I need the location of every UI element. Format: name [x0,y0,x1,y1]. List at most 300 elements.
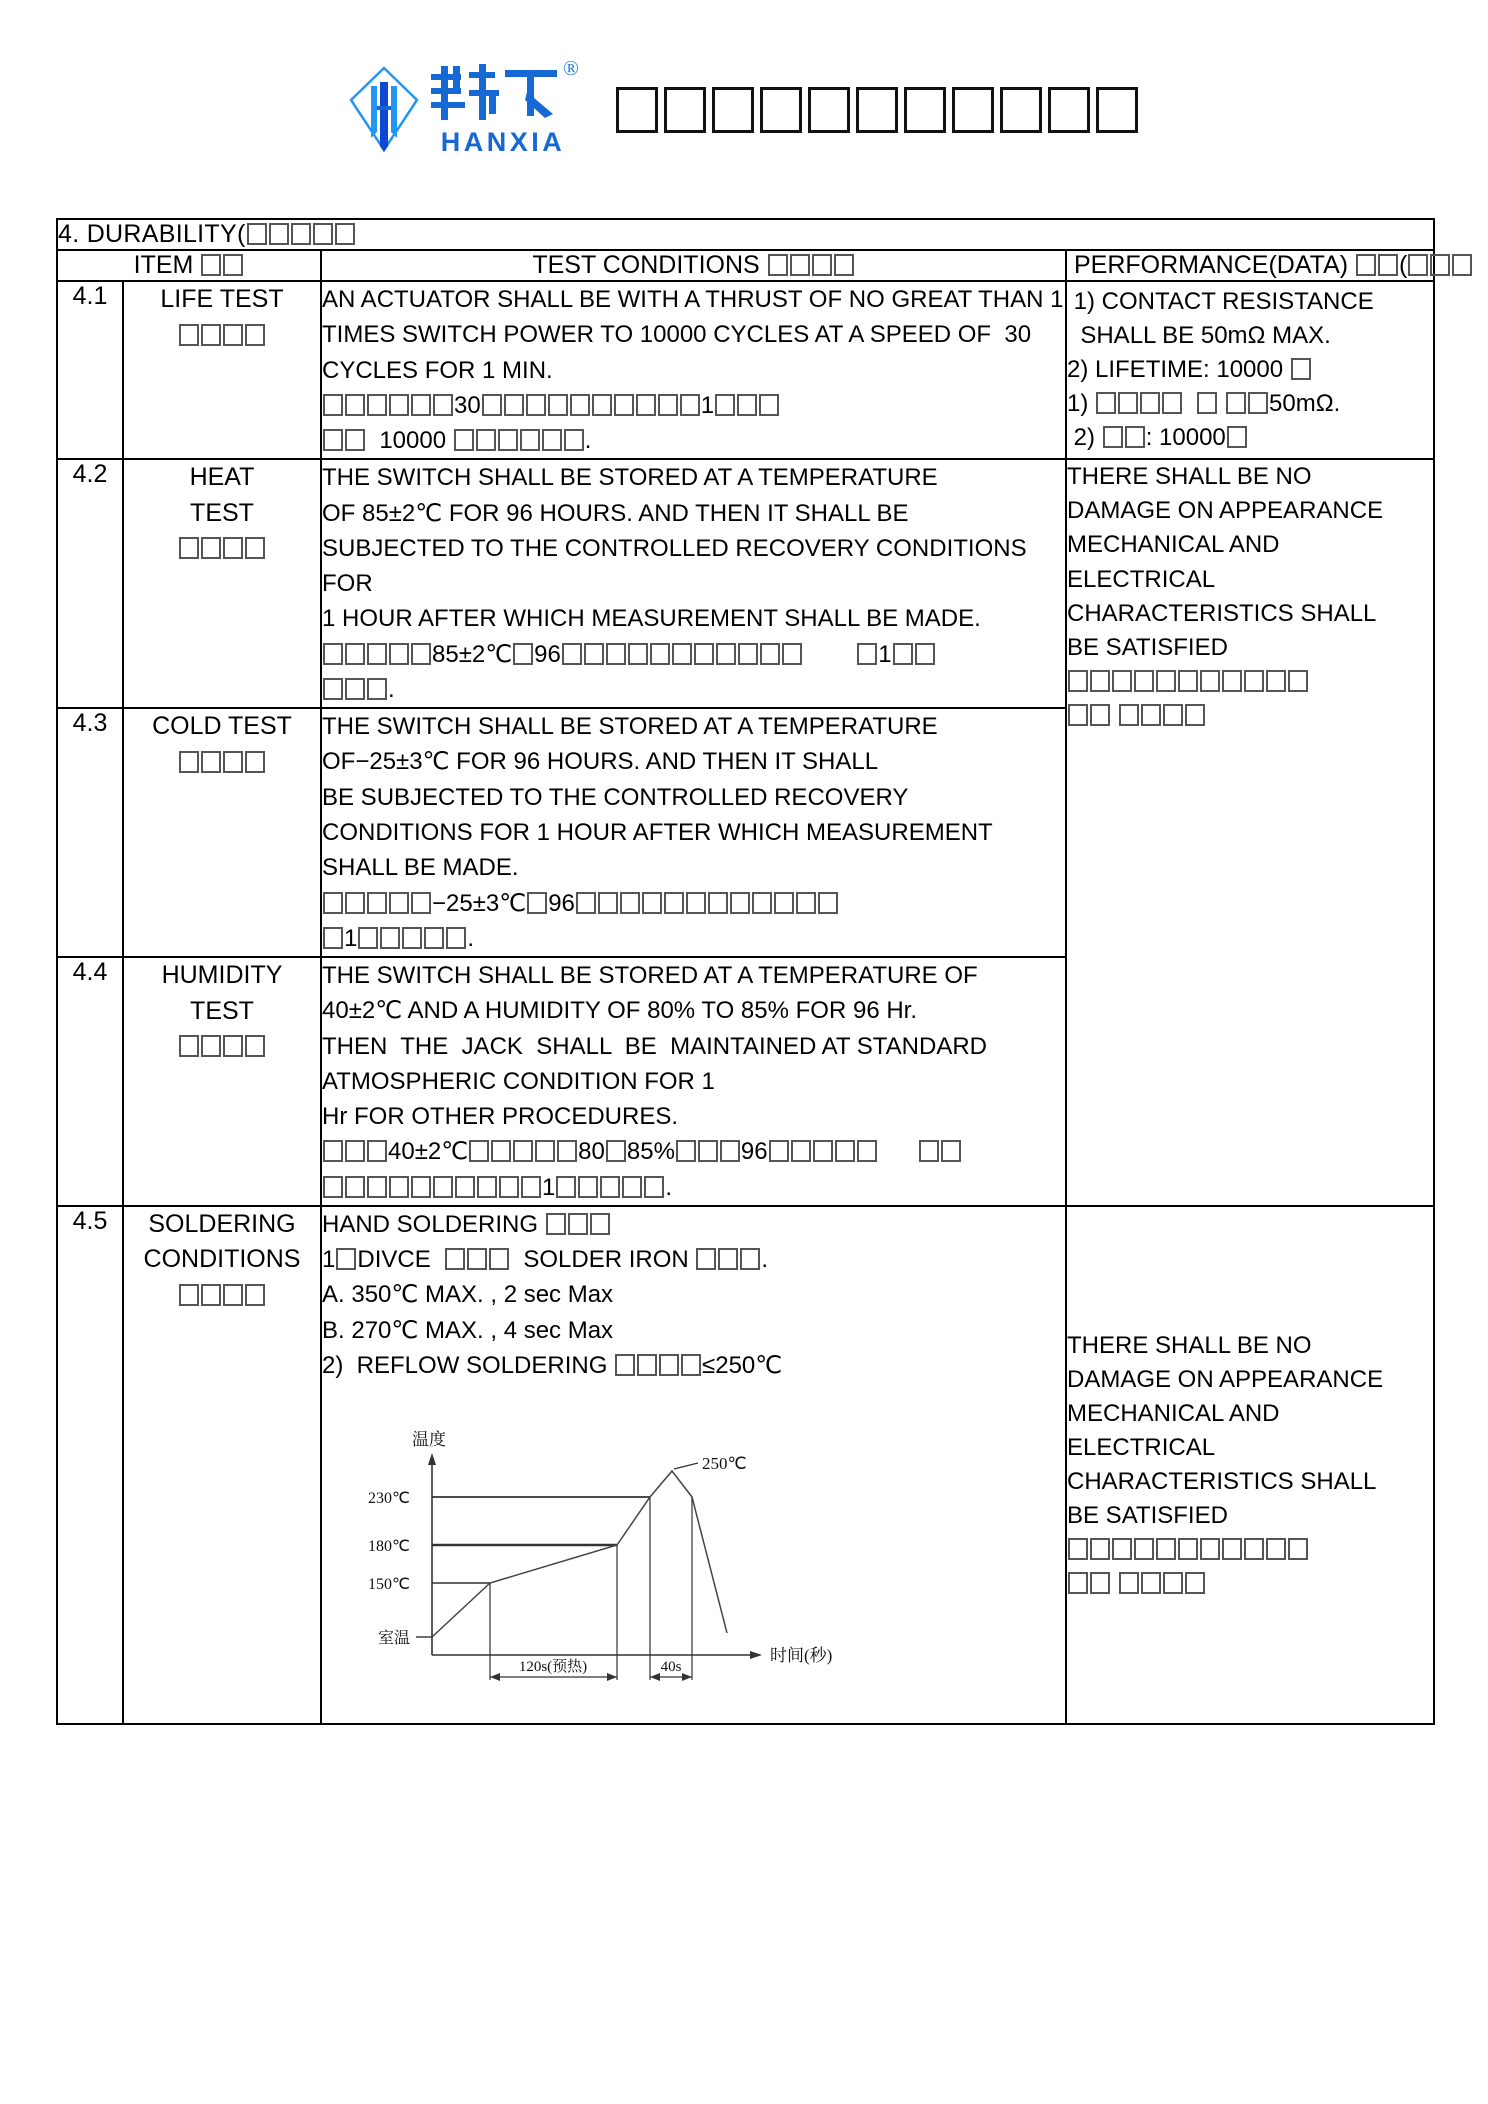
text-line: HEAT [189,463,255,492]
text-line: SOLDERING [148,1209,296,1238]
logo-wordmark [427,56,579,157]
row-conditions-4-3 [321,708,1066,957]
missing-glyph-box [812,254,832,276]
missing-glyph-box [1125,426,1145,448]
text-line: 30 1 [322,388,1065,423]
missing-glyph-box [818,892,838,914]
missing-glyph-box [708,892,728,914]
text-line: OF 85±2℃ FOR 96 HOURS. AND THEN IT SHALL BE [322,499,909,527]
missing-glyph-box [513,643,533,665]
missing-glyph-box [389,394,409,416]
missing-glyph-box [650,643,670,665]
missing-glyph-box [1068,1538,1088,1560]
logo-latin-text: HANXIA [440,127,566,157]
text-line: 2) : 10000 [1067,421,1433,455]
row-item-4-5 [123,1206,321,1724]
missing-glyph-box [411,892,431,914]
missing-glyph-box [548,394,568,416]
missing-glyph-box [433,394,453,416]
missing-glyph-box [367,678,387,700]
row-number-4-1: 4.1 [57,281,123,459]
missing-glyph-box [718,1248,738,1270]
missing-glyph-box [1141,1572,1161,1594]
missing-glyph-box [622,1176,642,1198]
missing-glyph-box [562,643,582,665]
text-line: A. 350℃ MAX. , 2 sec Max [322,1281,614,1309]
text-line: 2) REFLOW SOLDERING ≤250℃ [322,1351,783,1379]
missing-glyph-box [698,1140,718,1162]
chart-span-peak: 40s [660,1659,682,1676]
missing-glyph-box [1200,1538,1220,1560]
missing-glyph-box [1103,426,1123,448]
row-item-4-4 [123,957,321,1206]
soldering-text-block [322,1207,1065,1383]
missing-glyph-box [411,1176,431,1198]
text-line: THE SWITCH SHALL BE STORED AT A TEMPERATURE [322,464,938,492]
missing-glyph-box [491,1140,511,1162]
row-item-4-1 [123,281,321,459]
text-line: CONDITIONS FOR 1 HOUR AFTER WHICH MEASUREMENT [322,818,993,846]
missing-glyph-box [1266,1538,1286,1560]
text-line [124,531,320,567]
chart-y-axis-label: 温度 [412,1430,446,1450]
missing-glyph-box [1185,704,1205,726]
missing-glyph-box [1096,87,1138,133]
missing-glyph-box [389,643,409,665]
missing-glyph-box [1408,254,1428,276]
missing-glyph-box [245,1284,265,1306]
text-line: 85±2℃ 96 1 [322,637,1065,672]
text-line: MECHANICAL AND [1067,531,1280,559]
chart-profile-line [432,1471,727,1637]
missing-glyph-box [1134,670,1154,692]
row-number-4-5: 4.5 [57,1206,123,1724]
missing-glyph-box [476,429,496,451]
missing-glyph-box [1118,392,1138,414]
text-line: Hr FOR OTHER PROCEDURES. [322,1103,679,1131]
missing-glyph-box [1000,87,1042,133]
text-line: 1 . [322,1170,1065,1205]
missing-glyph-box [808,87,850,133]
missing-glyph-box [467,1248,487,1270]
missing-glyph-box [433,1176,453,1198]
row-item-4-2 [123,459,321,708]
text-line: COLD TEST [152,712,292,741]
column-header-performance: PERFORMANCE(DATA) ( [1066,250,1434,281]
missing-glyph-box [469,1140,489,1162]
missing-glyph-box [672,643,692,665]
text-line: . [322,672,1065,707]
row-conditions-4-4 [321,957,1066,1206]
text-line [1067,1567,1433,1601]
missing-glyph-box [223,1035,243,1057]
missing-glyph-box [367,643,387,665]
chart-tick-room-temp: 室温 [377,1630,410,1648]
missing-glyph-box [834,254,854,276]
text-line [1067,665,1433,699]
missing-glyph-box [345,643,365,665]
missing-glyph-box [578,1176,598,1198]
text-line: THERE SHALL BE NO [1067,1331,1312,1359]
table-row [57,459,1434,708]
row-conditions-4-2 [321,459,1066,708]
missing-glyph-box [790,254,810,276]
text-line [124,318,320,354]
missing-glyph-box [345,1176,365,1198]
missing-glyph-box [614,394,634,416]
row-conditions-4-5 [321,1206,1066,1724]
missing-glyph-box [323,394,343,416]
text-line [124,1029,320,1065]
missing-glyph-box [1068,1572,1088,1594]
text-line: ATMOSPHERIC CONDITION FOR 1 [322,1067,715,1095]
missing-glyph-box [1112,670,1132,692]
text-line: 10000 . [322,423,1065,458]
missing-glyph-box [1090,1538,1110,1560]
missing-glyph-box [941,1140,961,1162]
chart-peak-annotation: 250℃ [702,1454,747,1474]
text-line: TIMES SWITCH POWER TO 10000 CYCLES AT A SPEED OF 30 [322,321,1032,349]
missing-glyph-box [664,892,684,914]
missing-glyph-box [223,751,243,773]
text-line: 1 HOUR AFTER WHICH MEASUREMENT SHALL BE MADE. [322,605,981,633]
text-line [1067,699,1433,733]
text-line: 1) CONTACT RESISTANCE [1067,287,1374,315]
chart-tick-150c: 150℃ [368,1576,410,1594]
missing-glyph-box [489,1248,509,1270]
missing-glyph-box [411,394,431,416]
missing-glyph-box [546,1213,566,1235]
missing-glyph-box [513,1140,533,1162]
text-line: LIFE TEST [160,285,284,313]
missing-glyph-box [1266,670,1286,692]
missing-glyph-box [715,394,735,416]
missing-glyph-box [637,1354,657,1376]
missing-glyph-box [568,1213,588,1235]
missing-glyph-box [782,643,802,665]
missing-glyph-box [712,87,754,133]
missing-glyph-box [658,394,678,416]
text-line [1067,1533,1433,1567]
missing-glyph-box [323,927,343,949]
missing-glyph-box [856,87,898,133]
missing-glyph-box [323,429,343,451]
missing-glyph-box [606,643,626,665]
missing-glyph-box [245,751,265,773]
missing-glyph-box [526,394,546,416]
column-header-item: ITEM [57,250,321,281]
missing-glyph-box [245,537,265,559]
missing-glyph-box [223,537,243,559]
chart-tick-230c: 230℃ [368,1490,410,1508]
missing-glyph-box [768,254,788,276]
text-line: 1 DIVCE SOLDER IRON . [322,1246,769,1274]
missing-glyph-box [542,429,562,451]
registered-trademark-icon: ® [563,56,579,80]
text-line: TEST [190,498,254,527]
text-line [124,1278,320,1314]
table-row [57,1206,1434,1724]
missing-glyph-box [628,643,648,665]
missing-glyph-box [323,643,343,665]
text-line: THEN THE JACK SHALL BE MAINTAINED AT STANDARD [322,1032,988,1060]
missing-glyph-box [482,394,502,416]
missing-glyph-box [904,87,946,133]
text-line: B. 270℃ MAX. , 4 sec Max [322,1316,614,1344]
missing-glyph-box [737,394,757,416]
missing-glyph-box [446,927,466,949]
missing-glyph-box [919,1140,939,1162]
text-line: 2) LIFETIME: 10000 [1067,353,1433,387]
missing-glyph-box [606,1140,626,1162]
chart-x-axis-label: 时间(秒) [770,1646,833,1666]
durability-spec-table-wrapper [56,218,1433,1725]
missing-glyph-box [1156,1538,1176,1560]
missing-glyph-box [223,1284,243,1306]
missing-glyph-box [1378,254,1398,276]
missing-glyph-box [835,1140,855,1162]
missing-glyph-box [179,324,199,346]
missing-glyph-box [857,643,877,665]
missing-glyph-box [952,87,994,133]
missing-glyph-box [179,1035,199,1057]
text-line: HUMIDITY [161,961,283,990]
reflow-soldering-profile-svg [332,1405,852,1715]
row-number-4-3: 4.3 [57,708,123,957]
chart-span-preheat: 120s(预热) [518,1659,588,1676]
missing-glyph-box [345,394,365,416]
text-line: THE SWITCH SHALL BE STORED AT A TEMPERATURE OF [322,962,978,990]
missing-glyph-box [1356,254,1376,276]
missing-glyph-box [245,324,265,346]
missing-glyph-box [367,892,387,914]
missing-glyph-box [642,892,662,914]
text-line: CYCLES FOR 1 MIN. [322,356,553,384]
missing-glyph-box [201,254,221,276]
missing-glyph-box [857,1140,877,1162]
missing-glyph-box [201,1035,221,1057]
text-line: AN ACTUATOR SHALL BE WITH A THRUST OF NO GREAT THAN 1 [322,286,1064,313]
row-number-4-4: 4.4 [57,957,123,1206]
text-line: MECHANICAL AND [1067,1399,1280,1427]
missing-glyph-box [1200,670,1220,692]
missing-glyph-box [1068,670,1088,692]
missing-glyph-box [1226,392,1246,414]
text-line: DAMAGE ON APPEARANCE [1067,497,1384,525]
missing-glyph-box [411,643,431,665]
row-item-4-3 [123,708,321,957]
missing-glyph-box [454,429,474,451]
hanxia-cjk-icon [427,62,561,124]
missing-glyph-box [616,87,658,133]
missing-glyph-box [1119,1572,1139,1594]
missing-glyph-box [1244,1538,1264,1560]
missing-glyph-box [498,429,518,451]
missing-glyph-box [1112,1538,1132,1560]
missing-glyph-box [1140,392,1160,414]
section-title-cell: 4. DURABILITY( [57,219,1434,250]
text-line: ELECTRICAL [1067,565,1216,593]
missing-glyph-box [520,429,540,451]
table-row [57,281,1434,459]
row-performance-4-5 [1066,1206,1434,1724]
missing-glyph-box [730,892,750,914]
page-header [0,0,1488,166]
row-performance-shared-4-2-4-4 [1066,459,1434,1206]
missing-glyph-box [681,1354,701,1376]
missing-glyph-box [1244,670,1264,692]
missing-glyph-box [247,223,267,245]
text-line: TEST [190,996,254,1025]
missing-glyph-box [535,1140,555,1162]
missing-glyph-box [1178,670,1198,692]
missing-glyph-box [636,394,656,416]
text-line: BE SATISFIED [1067,1502,1228,1530]
missing-glyph-box [389,892,409,914]
reflow-profile-chart [332,1405,1065,1715]
text-line: BE SATISFIED [1067,633,1228,661]
missing-glyph-box [1222,1538,1242,1560]
missing-glyph-box [445,1248,465,1270]
missing-glyph-box [380,927,400,949]
text-line [124,745,320,781]
missing-glyph-box [676,1140,696,1162]
missing-glyph-box [1430,254,1450,276]
missing-glyph-box [323,1140,343,1162]
chart-tick-180c: 180℃ [368,1538,410,1556]
missing-glyph-box [477,1176,497,1198]
missing-glyph-box [201,1284,221,1306]
missing-glyph-box [590,1213,610,1235]
missing-glyph-box [556,1176,576,1198]
missing-glyph-box [323,678,343,700]
missing-glyph-box [358,927,378,949]
missing-glyph-box [1288,1538,1308,1560]
missing-glyph-box [335,223,355,245]
text-line: THE SWITCH SHALL BE STORED AT A TEMPERATURE [322,713,938,741]
text-line: THERE SHALL BE NO [1067,463,1312,491]
text-line: 40±2℃ 80 85% 96 [322,1134,1065,1169]
missing-glyph-box [1156,670,1176,692]
durability-spec-table [56,218,1435,1725]
missing-glyph-box [223,254,243,276]
missing-glyph-box [760,87,802,133]
row-number-4-2: 4.2 [57,459,123,708]
text-line: CHARACTERISTICS SHALL [1067,599,1377,627]
missing-glyph-box [694,643,714,665]
missing-glyph-box [796,892,816,914]
missing-glyph-box [367,1176,387,1198]
missing-glyph-box [1291,358,1311,380]
text-line: 1 . [322,921,1065,956]
missing-glyph-box [1162,392,1182,414]
text-line: HAND SOLDERING [322,1207,1065,1242]
missing-glyph-box [336,1248,356,1270]
missing-glyph-box [686,892,706,914]
hanxia-emblem-icon [347,66,421,152]
missing-glyph-box [600,1176,620,1198]
missing-glyph-box [720,1140,740,1162]
missing-glyph-box [345,892,365,914]
missing-glyph-box [1178,1538,1198,1560]
missing-glyph-box [1163,1572,1183,1594]
missing-glyph-box [402,927,422,949]
text-line: DAMAGE ON APPEARANCE [1067,1365,1384,1393]
missing-glyph-box [680,394,700,416]
missing-glyph-box [345,678,365,700]
missing-glyph-box [367,394,387,416]
missing-glyph-box [759,394,779,416]
missing-glyph-box [1452,254,1472,276]
missing-glyph-box [504,394,524,416]
missing-glyph-box [499,1176,519,1198]
missing-glyph-box [1048,87,1090,133]
text-line: −25±3℃ 96 [322,886,1065,921]
column-header-test-conditions: TEST CONDITIONS [321,250,1066,281]
missing-glyph-box [424,927,444,949]
page-title [613,80,1141,138]
text-line: 40±2℃ AND A HUMIDITY OF 80% TO 85% FOR 96 Hr. [322,997,917,1025]
missing-glyph-box [620,892,640,914]
missing-glyph-box [389,1176,409,1198]
row-conditions-4-1 [321,281,1066,459]
missing-glyph-box [521,1176,541,1198]
text-line: ELECTRICAL [1067,1433,1216,1461]
missing-glyph-box [592,394,612,416]
missing-glyph-box [1185,1572,1205,1594]
missing-glyph-box [1227,426,1247,448]
missing-glyph-box [716,643,736,665]
text-line: SHALL BE MADE. [322,854,519,882]
text-line: 1) 50mΩ. [1067,390,1341,418]
missing-glyph-box [201,324,221,346]
text-line: SHALL BE 50mΩ MAX. [1067,322,1331,350]
missing-glyph-box [313,223,333,245]
missing-glyph-box [1222,670,1242,692]
missing-glyph-box [791,1140,811,1162]
text-line: CONDITIONS [143,1245,301,1274]
missing-glyph-box [615,1354,635,1376]
missing-glyph-box [1141,704,1161,726]
table-header-row [57,250,1434,281]
missing-glyph-box [455,1176,475,1198]
missing-glyph-box [696,1248,716,1270]
missing-glyph-box [1288,670,1308,692]
text-line: CHARACTERISTICS SHALL [1067,1468,1377,1496]
missing-glyph-box [291,223,311,245]
missing-glyph-box [752,892,772,914]
row-performance-4-1 [1066,281,1434,459]
missing-glyph-box [915,643,935,665]
missing-glyph-box [223,324,243,346]
missing-glyph-box [179,537,199,559]
logo-cjk-text [427,56,579,124]
missing-glyph-box [179,1284,199,1306]
missing-glyph-box [1090,670,1110,692]
missing-glyph-box [269,223,289,245]
missing-glyph-box [774,892,794,914]
missing-glyph-box [201,751,221,773]
missing-glyph-box [557,1140,577,1162]
missing-glyph-box [893,643,913,665]
missing-glyph-box [1090,704,1110,726]
missing-glyph-box [664,87,706,133]
missing-glyph-box [201,537,221,559]
missing-glyph-box [179,751,199,773]
missing-glyph-box [527,892,547,914]
missing-glyph-box [769,1140,789,1162]
missing-glyph-box [1248,392,1268,414]
